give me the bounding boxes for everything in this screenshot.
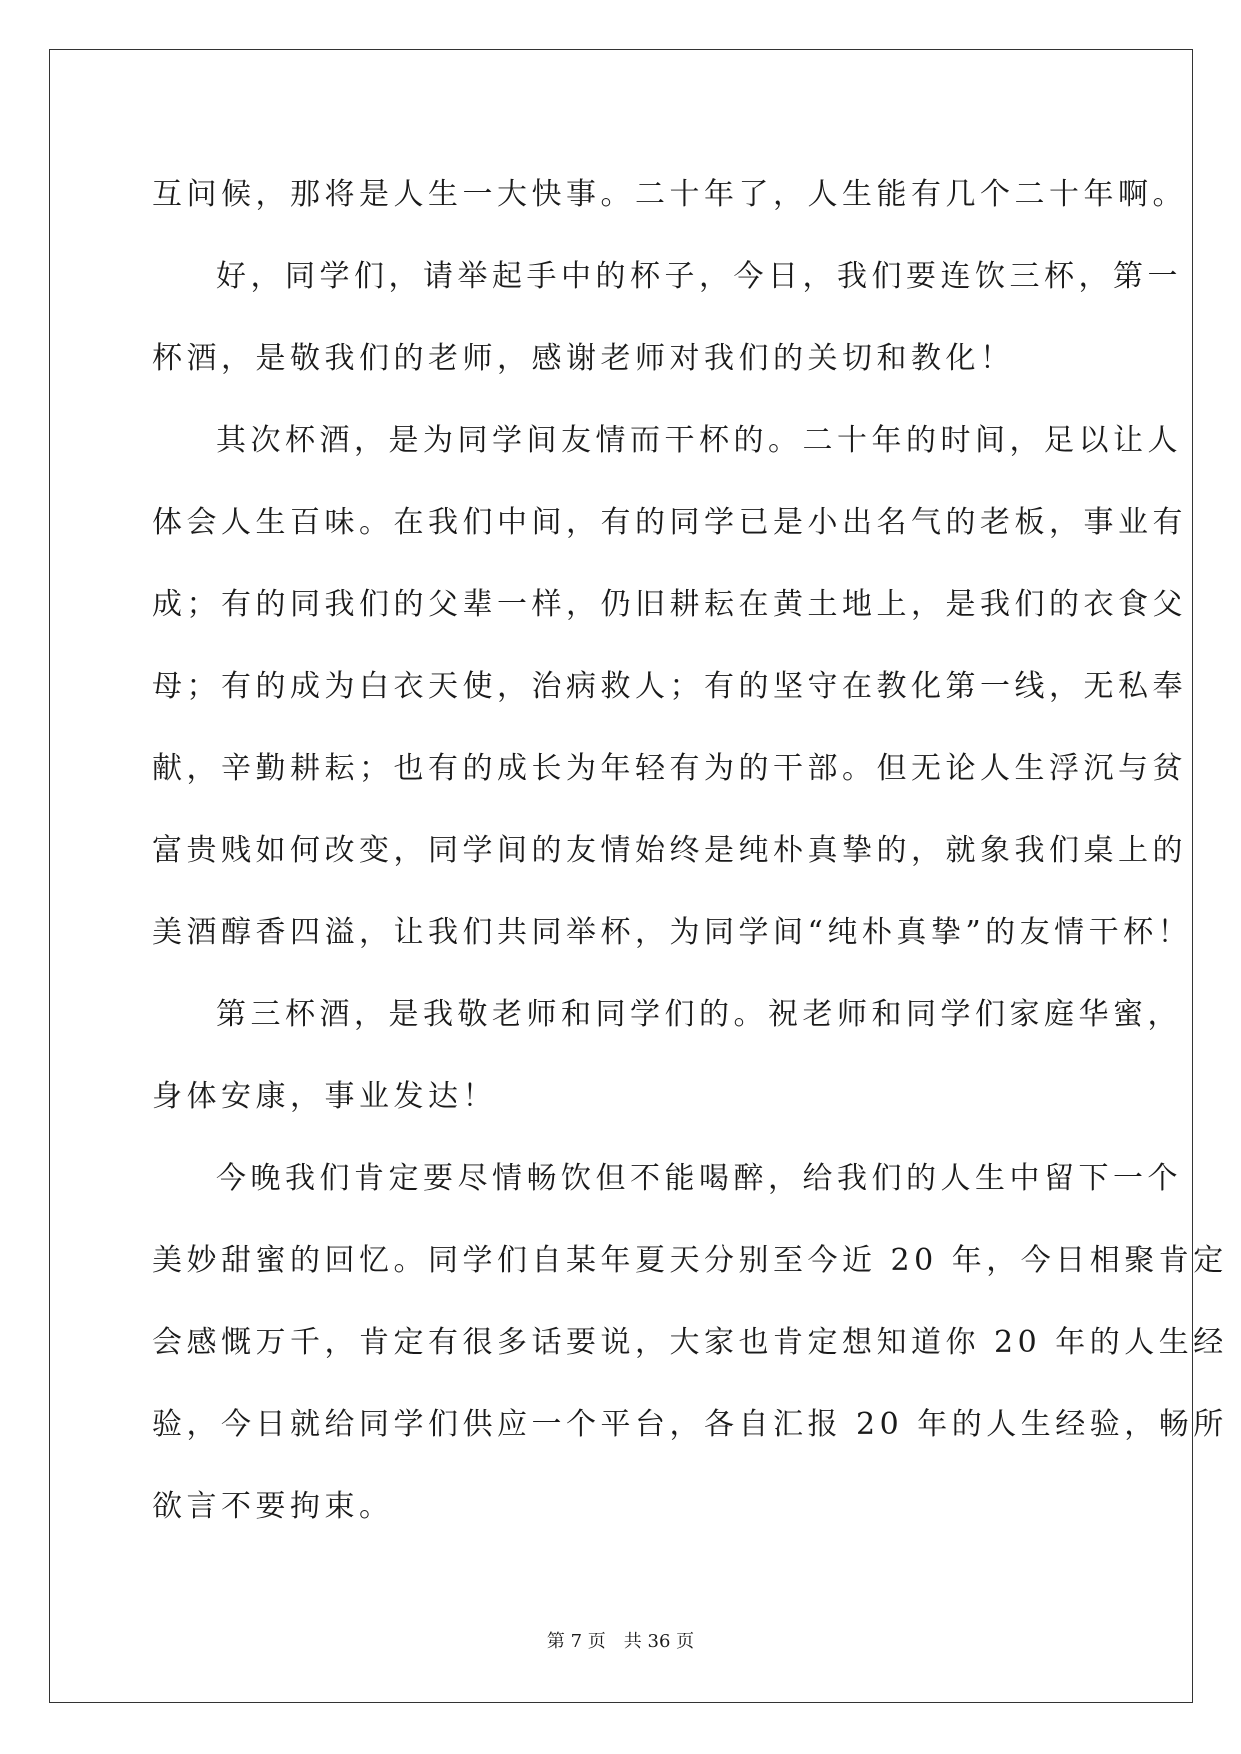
text-line: 验，今日就给同学们供应一个平台，各自汇报 20 年的人生经验，畅所 (152, 1407, 1228, 1442)
text-line: 会感慨万千，肯定有很多话要说，大家也肯定想知道你 20 年的人生经 (152, 1325, 1228, 1360)
text-line: 母；有的成为白衣天使，治病救人；有的坚守在教化第一线，无私奉 (152, 669, 1187, 704)
text-line: 身体安康，事业发达！ (152, 1079, 497, 1114)
text-line: 美妙甜蜜的回忆。同学们自某年夏天分别至今近 20 年，今日相聚肯定 (152, 1243, 1228, 1278)
text-line: 成；有的同我们的父辈一样，仍旧耕耘在黄土地上，是我们的衣食父 (152, 587, 1187, 622)
text-line: 杯酒，是敬我们的老师，感谢老师对我们的关切和教化！ (152, 341, 1015, 376)
page-number-footer: 第 7 页 共 36 页 (546, 1631, 695, 1652)
text-line: 今晚我们肯定要尽情畅饮但不能喝醉，给我们的人生中留下一个 (216, 1161, 1182, 1196)
document-body (152, 160, 1228, 1554)
text-line: 其次杯酒，是为同学间友情而干杯的。二十年的时间，足以让人 (216, 423, 1182, 458)
text-line: 富贵贱如何改变，同学间的友情始终是纯朴真挚的，就象我们桌上的 (152, 833, 1187, 868)
text-line: 欲言不要拘束。 (152, 1489, 394, 1524)
text-line: 美酒醇香四溢，让我们共同举杯，为同学间“纯朴真挚”的友情干杯！ (152, 915, 1193, 950)
text-line: 体会人生百味。在我们中间，有的同学已是小出名气的老板，事业有 (152, 505, 1187, 540)
text-line: 第三杯酒，是我敬老师和同学们的。祝老师和同学们家庭华蜜， (216, 997, 1182, 1032)
text-line: 互问候，那将是人生一大快事。二十年了，人生能有几个二十年啊。 (152, 177, 1187, 212)
text-line: 献，辛勤耕耘；也有的成长为年轻有为的干部。但无论人生浮沉与贫 (152, 751, 1187, 786)
text-line: 好，同学们，请举起手中的杯子，今日，我们要连饮三杯，第一 (216, 259, 1182, 294)
